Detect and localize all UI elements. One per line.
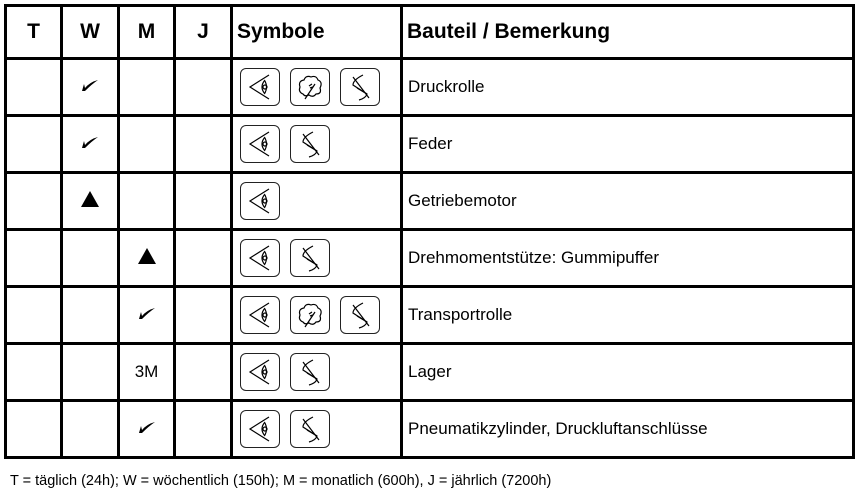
table-row: [6, 401, 854, 458]
eye-icon: [240, 125, 280, 163]
interval-cell-j: [175, 116, 232, 173]
interval-cell-m: [119, 401, 175, 458]
interval-cell-w: [62, 59, 119, 116]
interval-cell-j: [175, 230, 232, 287]
interval-cell-m: [119, 230, 175, 287]
part-cell: Lager: [402, 344, 854, 401]
column-header: T: [6, 6, 62, 59]
interval-cell-t: [6, 287, 62, 344]
part-cell: Drehmomentstütze: Gummipuffer: [402, 230, 854, 287]
interval-cell-t: [6, 173, 62, 230]
column-header: J: [175, 6, 232, 59]
symbols-cell: [232, 59, 402, 116]
interval-cell-m: [119, 59, 175, 116]
table-row: [6, 116, 854, 173]
table-row: [6, 173, 854, 230]
table-row: [6, 344, 854, 401]
interval-cell-t: [6, 230, 62, 287]
symbols-cell: [232, 230, 402, 287]
interval-cell-m: 3M: [119, 344, 175, 401]
part-cell: Pneumatikzylinder, Druckluftanschlüsse: [402, 401, 854, 458]
symbols-cell: [232, 173, 402, 230]
part-cell: Getriebemotor: [402, 173, 854, 230]
check-mark-icon: [137, 306, 157, 320]
check-mark-icon: [80, 78, 100, 92]
wear-icon: [290, 239, 330, 277]
eye-icon: [240, 68, 280, 106]
cleaning-icon: [290, 68, 330, 106]
interval-cell-w: [62, 173, 119, 230]
check-mark-icon: [80, 135, 100, 149]
column-header: Bauteil / Bemerkung: [402, 6, 854, 59]
eye-icon: [240, 353, 280, 391]
symbols-cell: [232, 116, 402, 173]
column-header: Symbole: [232, 6, 402, 59]
column-header: W: [62, 6, 119, 59]
wear-icon: [290, 410, 330, 448]
maintenance-table: [4, 4, 855, 459]
eye-icon: [240, 239, 280, 277]
symbols-cell: [232, 287, 402, 344]
wear-icon: [290, 125, 330, 163]
eye-icon: [240, 182, 280, 220]
triangle-icon: [80, 190, 100, 208]
triangle-icon: [137, 247, 157, 265]
column-header: M: [119, 6, 175, 59]
wear-icon: [340, 296, 380, 334]
interval-cell-t: [6, 59, 62, 116]
table-row: [6, 59, 854, 116]
interval-cell-j: [175, 401, 232, 458]
part-cell: Feder: [402, 116, 854, 173]
symbols-cell: [232, 344, 402, 401]
interval-legend: T = täglich (24h); W = wöchentlich (150h); M = monatlich (600h), J = jährlich (7200h): [10, 473, 552, 489]
interval-cell-t: [6, 344, 62, 401]
interval-cell-m: [119, 287, 175, 344]
interval-cell-j: [175, 344, 232, 401]
part-cell: Transportrolle: [402, 287, 854, 344]
eye-icon: [240, 296, 280, 334]
check-mark-icon: [137, 420, 157, 434]
wear-icon: [340, 68, 380, 106]
interval-cell-w: [62, 287, 119, 344]
interval-cell-t: [6, 116, 62, 173]
interval-cell-m: [119, 116, 175, 173]
wear-icon: [290, 353, 330, 391]
table-row: [6, 287, 854, 344]
interval-cell-w: [62, 230, 119, 287]
interval-cell-w: [62, 401, 119, 458]
table-row: [6, 230, 854, 287]
interval-cell-j: [175, 287, 232, 344]
interval-cell-w: [62, 344, 119, 401]
eye-icon: [240, 410, 280, 448]
cleaning-icon: [290, 296, 330, 334]
interval-cell-t: [6, 401, 62, 458]
interval-cell-j: [175, 59, 232, 116]
interval-cell-j: [175, 173, 232, 230]
interval-cell-m: [119, 173, 175, 230]
symbols-cell: [232, 401, 402, 458]
interval-cell-w: [62, 116, 119, 173]
part-cell: Druckrolle: [402, 59, 854, 116]
